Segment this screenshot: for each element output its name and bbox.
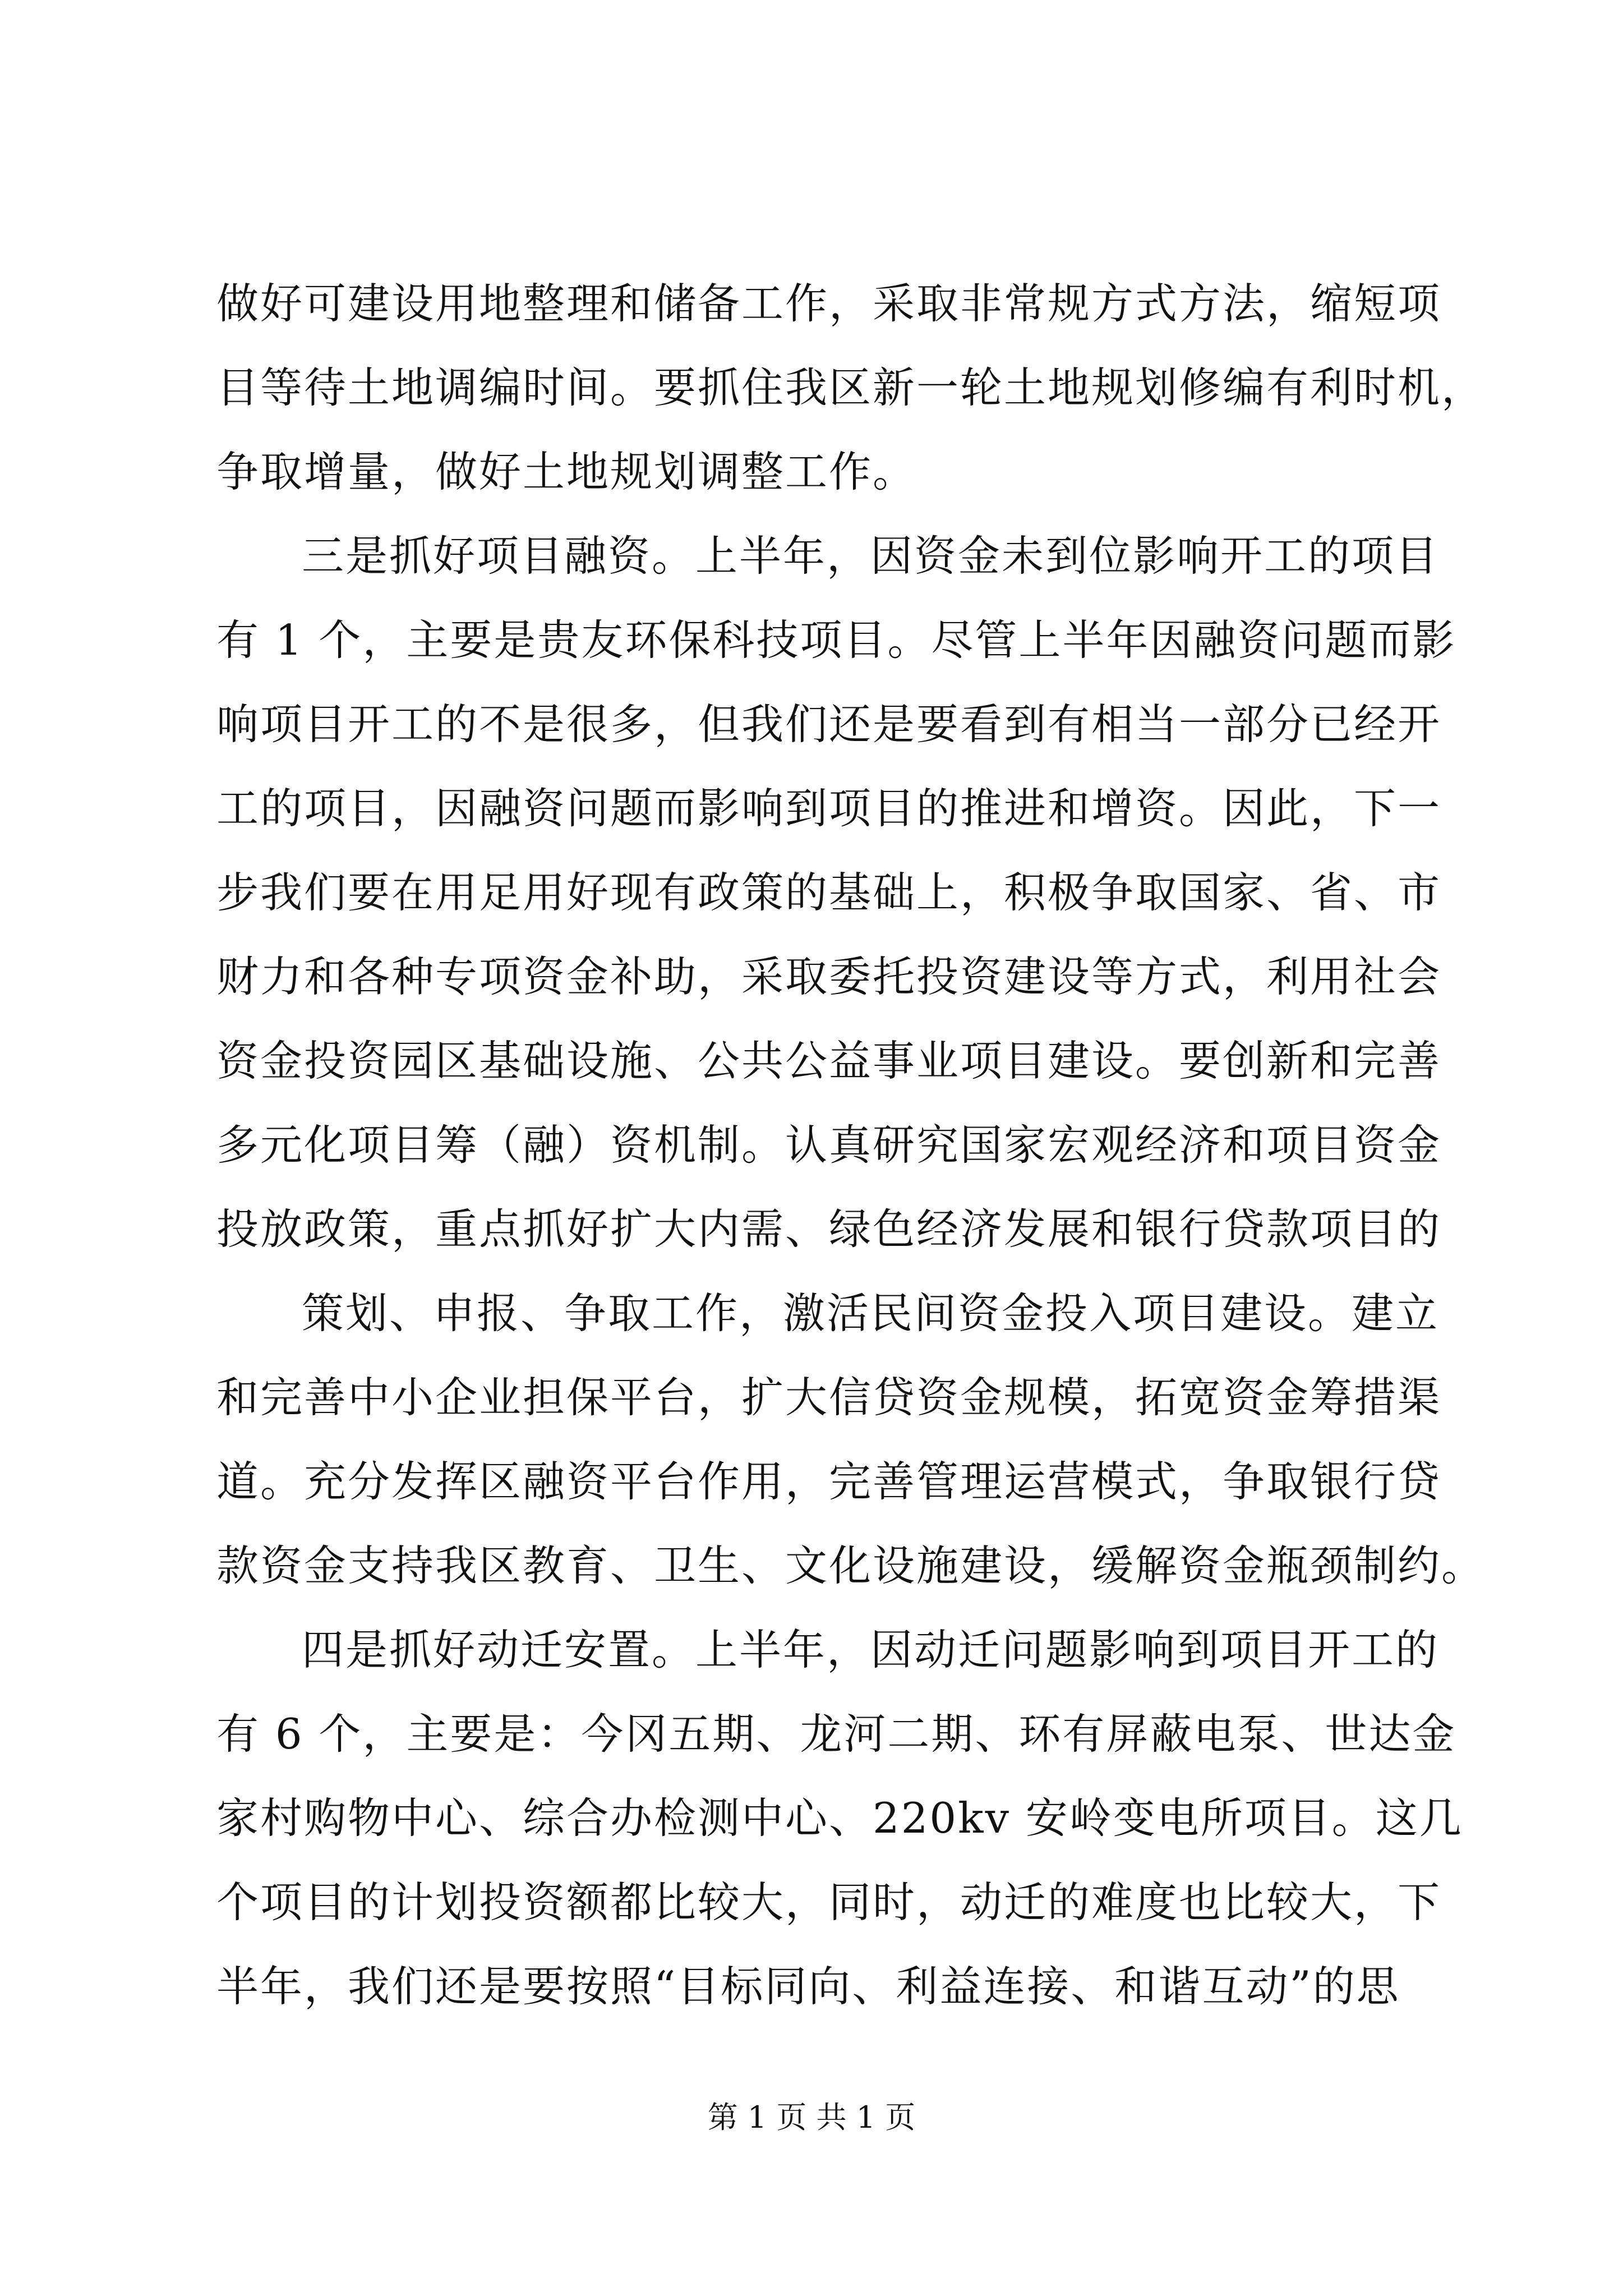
paragraph-start-line: 策划、申报、争取工作，激活民间资金投入项目建设。建立 xyxy=(302,1289,1440,1338)
paragraph-start-line: 三是抓好项目融资。上半年，因资金未到位影响开工的项目 xyxy=(302,531,1440,581)
text-line: 道。充分发挥区融资平台作用，完善管理运营模式，争取银行贷 xyxy=(216,1457,1442,1506)
text-line: 做好可建设用地整理和储备工作，采取非常规方式方法，缩短项 xyxy=(216,279,1442,328)
page-footer xyxy=(0,2098,1623,2137)
body-text xyxy=(216,261,1486,2028)
text-line: 和完善中小企业担保平台，扩大信贷资金规模，拓宽资金筹措渠 xyxy=(216,1373,1442,1422)
text-line: 有 6 个，主要是：今冈五期、龙河二期、环有屏蔽电泵、世达金 xyxy=(216,1709,1456,1759)
text-line: 多元化项目筹（融）资机制。认真研究国家宏观经济和项目资金 xyxy=(216,1120,1442,1170)
text-line: 响项目开工的不是很多，但我们还是要看到有相当一部分已经开 xyxy=(216,700,1442,749)
text-line: 半年，我们还是要按照“目标同向、利益连接、和谐互动”的思 xyxy=(216,1962,1400,2011)
text-line: 家村购物中心、综合办检测中心、220kv 安岭变电所项目。这几 xyxy=(216,1793,1463,1843)
text-line: 个项目的计划投资额都比较大，同时，动迁的难度也比较大，下 xyxy=(216,1878,1442,1927)
text-line: 资金投资园区基础设施、公共公益事业项目建设。要创新和完善 xyxy=(216,1036,1442,1085)
text-line: 有 1 个，主要是贵友环保科技项目。尽管上半年因融资问题而影 xyxy=(216,615,1456,665)
text-line: 步我们要在用足用好现有政策的基础上，积极争取国家、省、市 xyxy=(216,868,1442,917)
text-line: 投放政策，重点抓好扩大内需、绿色经济发展和银行贷款项目的 xyxy=(216,1204,1442,1254)
text-line: 目等待土地调编时间。要抓住我区新一轮土地规划修编有利时机， xyxy=(216,363,1486,412)
text-line: 财力和各种专项资金补助，采取委托投资建设等方式，利用社会 xyxy=(216,952,1442,1001)
page-number-label: 第 1 页 共 1 页 xyxy=(707,2100,916,2135)
text-line: 工的项目，因融资问题而影响到项目的推进和增资。因此，下一 xyxy=(216,784,1442,833)
text-line: 争取增量，做好土地规划调整工作。 xyxy=(216,447,917,496)
text-line: 款资金支持我区教育、卫生、文化设施建设，缓解资金瓶颈制约。 xyxy=(216,1541,1486,1590)
paragraph-start-line: 四是抓好动迁安置。上半年，因动迁问题影响到项目开工的 xyxy=(302,1625,1440,1674)
